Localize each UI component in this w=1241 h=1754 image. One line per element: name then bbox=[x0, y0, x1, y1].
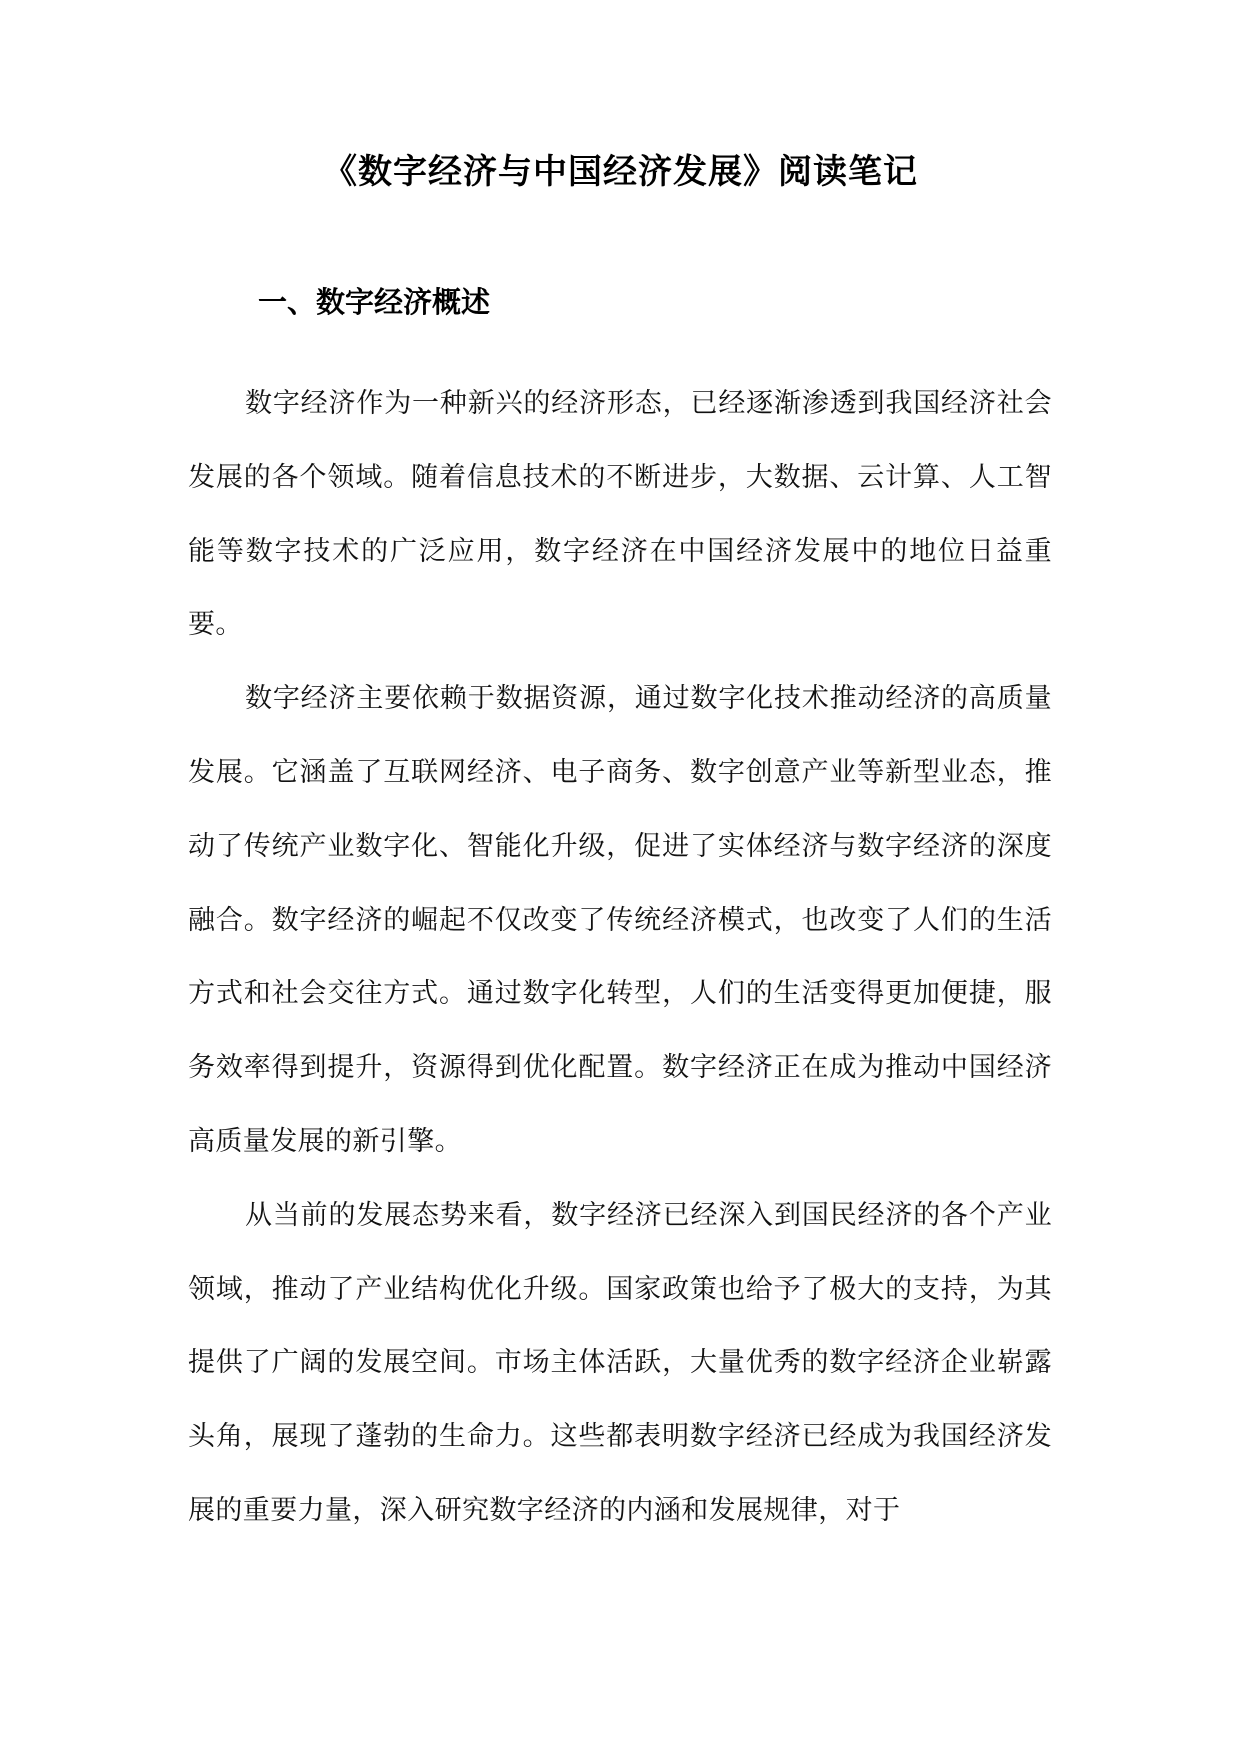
section-body bbox=[188, 367, 1052, 1548]
section-heading: 一、数字经济概述 bbox=[258, 285, 491, 319]
paragraph: 数字经济作为一种新兴的经济形态，已经逐渐渗透到我国经济社会发展的各个领域。随着信息技术的不断进步，大数据、云计算、人工智能等数字技术的广泛应用，数字经济在中国经济发展中的地位日益重要。 bbox=[188, 388, 1052, 641]
document-title: 《数字经济与中国经济发展》阅读笔记 bbox=[323, 152, 918, 192]
paragraph: 从当前的发展态势来看，数字经济已经深入到国民经济的各个产业领域，推动了产业结构优化升级。国家政策也给予了极大的支持，为其提供了广阔的发展空间。市场主体活跃，大量优秀的数字经济企业崭露头角，展现了蓬勃的生命力。这些都表明数字经济已经成为我国经济发展的重要力量，深入研究数字经济的内涵和发展规律，对于 bbox=[188, 1199, 1052, 1526]
paragraph: 数字经济主要依赖于数据资源，通过数字化技术推动经济的高质量发展。它涵盖了互联网经济、电子商务、数字创意产业等新型业态，推动了传统产业数字化、智能化升级，促进了实体经济与数字经济的深度融合。数字经济的崛起不仅改变了传统经济模式，也改变了人们的生活方式和社会交往方式。通过数字化转型，人们的生活变得更加便捷，服务效率得到提升，资源得到优化配置。数字经济正在成为推动中国经济高质量发展的新引擎。 bbox=[188, 683, 1052, 1157]
